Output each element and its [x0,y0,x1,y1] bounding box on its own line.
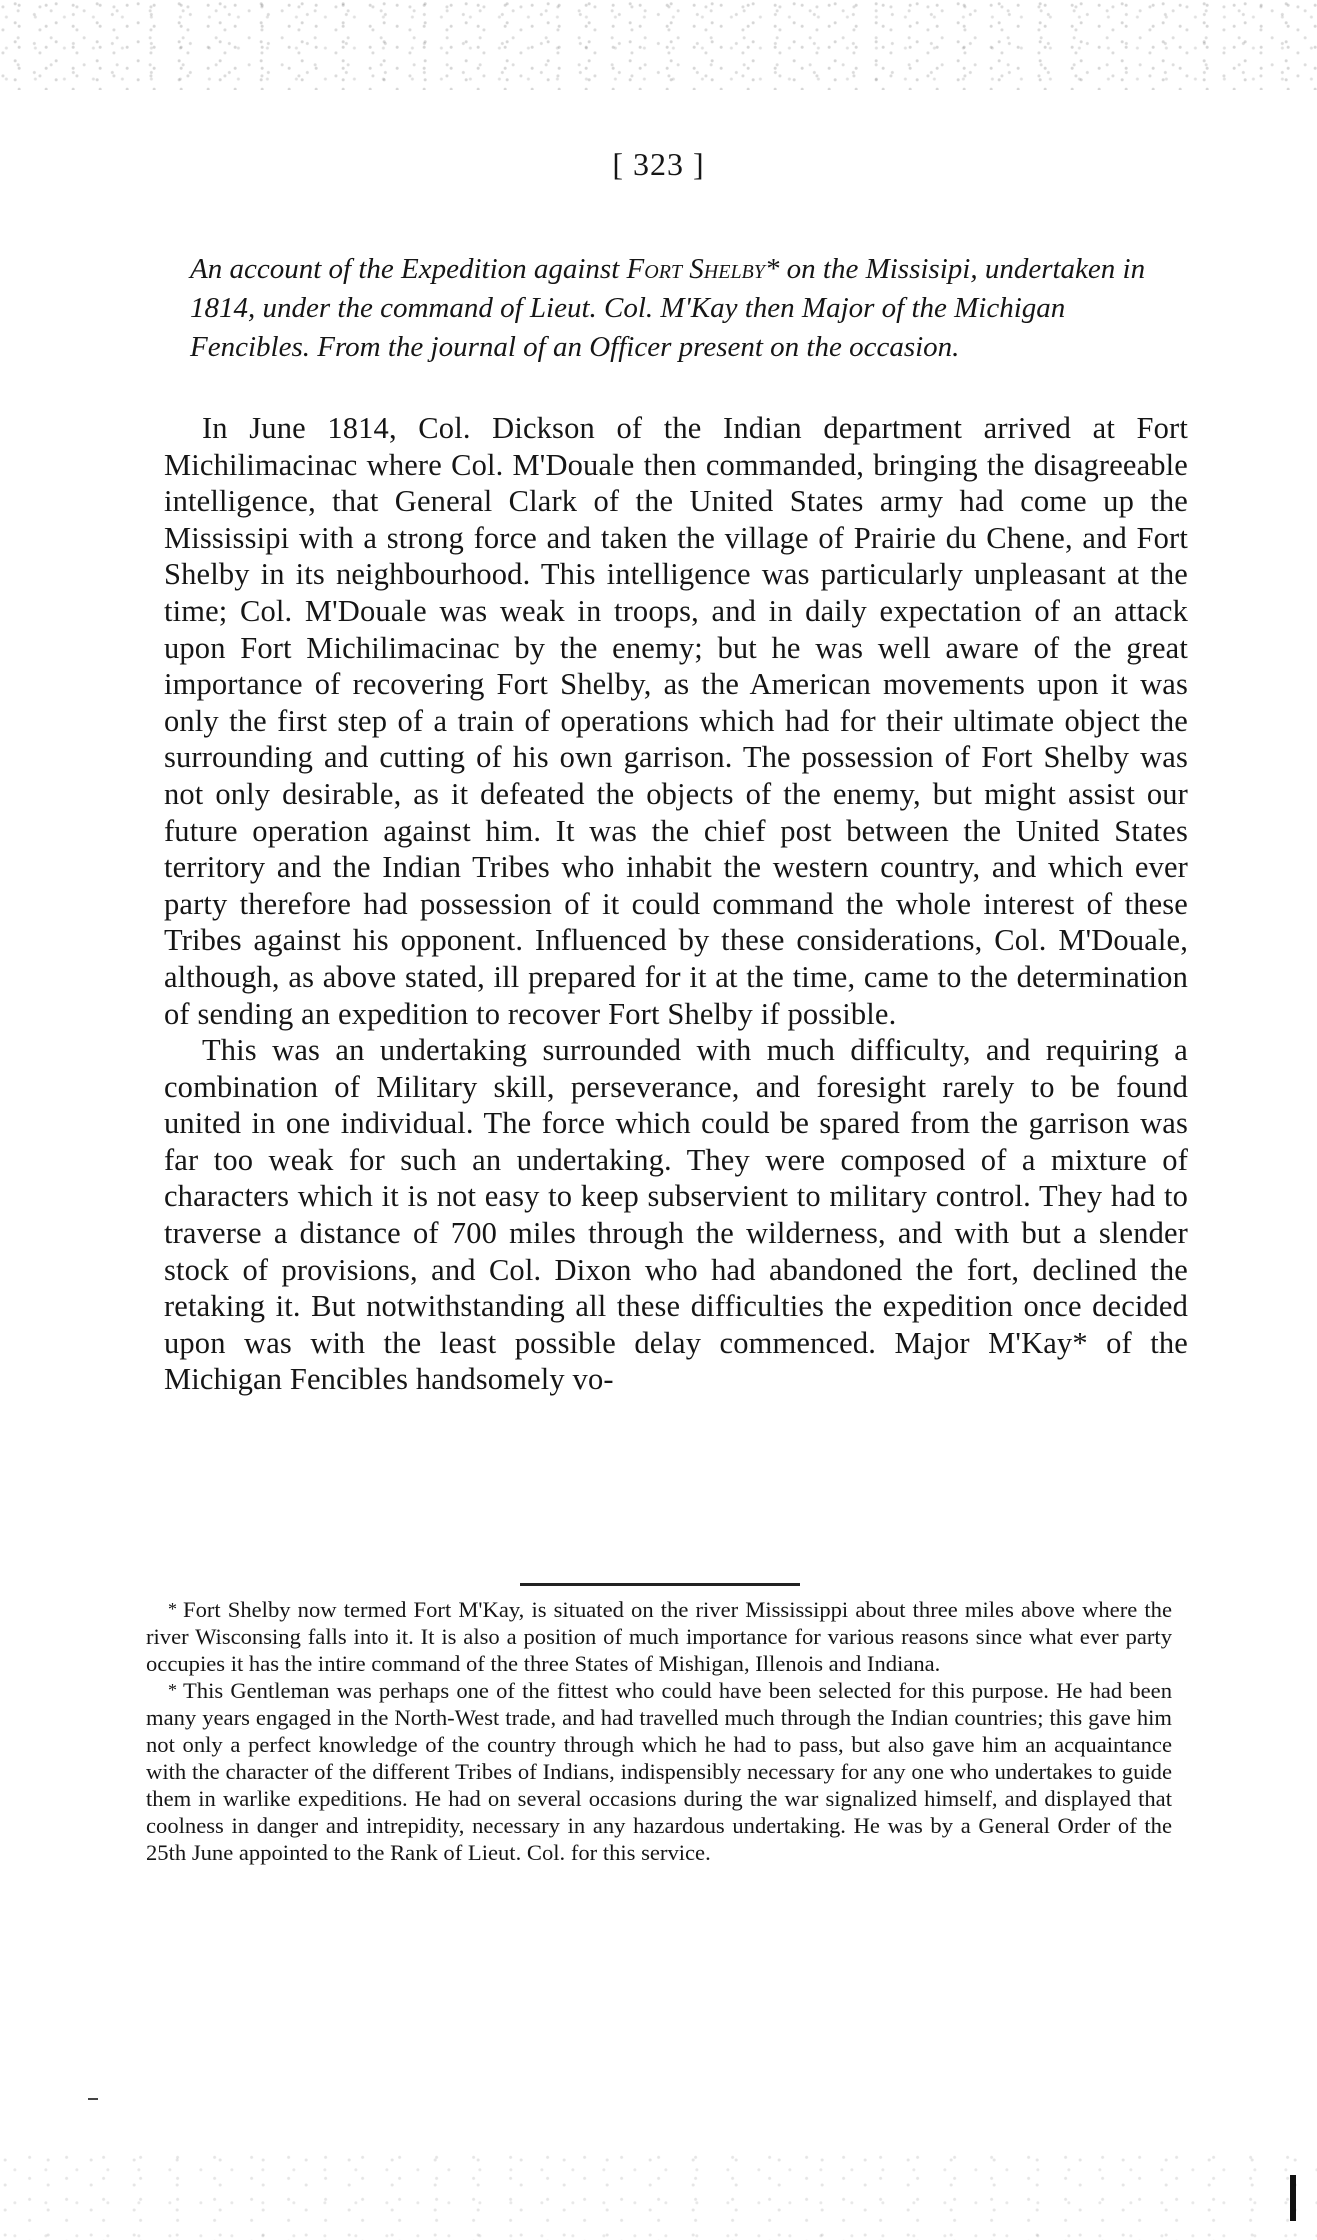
scan-noise-top [0,0,1317,90]
heading-footnote-marker: * [764,253,780,285]
body-paragraph-1: In June 1814, Col. Dickson of the Indian department arrived at Fort Michilimacinac where Col. M'Douale then commanded, bringing the disagreeable intelligence, that General Clark of the United States army had come up the Mississipi with a strong force and taken the village of Prairie du Chene, and Fort Shelby in its neighbourhood. This intelligence was particularly unpleasant at the time; Col. M'Douale was weak in troops, and in daily expectation of an attack upon Fort Michilimacinac by the enemy; but he was well aware of the great importance of recovering Fort Shelby, as the American movements upon it was only the first step of a train of operations which had for their ultimate object the surrounding and cutting of his own garrison. The possession of Fort Shelby was not only desirable, as it defeated the objects of the enemy, but might assist our future operation against him. It was the chief post between the United States territory and the Indian Tribes who inhabit the western country, and which ever party therefore had possession of it could command the whole interest of these Tribes against his opponent. Influenced by these considerations, Col. M'Douale, although, as above stated, ill prepared for it at the time, came to the determination of sending an expedition to recover Fort Shelby if possible. [164,411,1188,1031]
heading-fort-name: Fort Shelby [626,253,765,285]
footnote-divider [520,1583,800,1586]
footnote-2-text: This Gentleman was perhaps one of the fittest who could have been selected for this purpose. He had been many years engaged in the North-West trade, and had travelled much through the Indian countries; this gave him not only a perfect knowledge of the country through which he had to pass, but also gave him an acquaintance with the character of the different Tribes of Indians, indispensibly necessary for any one who undertakes to guide them in warlike expeditions. He had on several occasions during the war signalized himself, and displayed that coolness in danger and intrepidity, necessary in any hazardous undertaking. He was by a General Order of the 25th June appointed to the Rank of Lieut. Col. for this service. [146,1678,1172,1865]
heading-rest: on the Missisipi, undertaken in 1814, under the command of Lieut. Col. M'Kay then Major of the Michigan Fencibles. From the journal of an Officer present on the occasion. [190,253,1146,363]
footnote-1-marker: * [168,1599,177,1619]
footnote-1-text: Fort Shelby now termed Fort M'Kay, is situated on the river Mississippi about three miles above where the river Wisconsing falls into it. It is also a position of much importance for various reasons since what ever party occupies it has the intire command of the three States of Mishigan, Illenois and Indiana. [146,1597,1172,1676]
margin-mark [88,2098,98,2100]
heading-lead: An account of the Expedition against [190,253,620,285]
footnote-1 [146,1596,1172,1677]
footnote-2-marker: * [168,1680,177,1700]
body-paragraph-2: This was an undertaking surrounded with much difficulty, and requiring a combination of Military skill, perseverance, and foresight rarely to be found united in one individual. The force which could be spared from the garrison was far too weak for such an undertaking. They were composed of a mixture of characters which it is not easy to keep subservient to military control. They had to traverse a distance of 700 miles through the wilderness, and with but a slender stock of provisions, and Col. Dixon who had abandoned the fort, declined the retaking it. But notwithstanding all these difficulties the expedition once decided upon was with the least possible delay commenced. Major M'Kay* of the Michigan Fencibles handsomely vo- [164,1033,1188,1397]
article-body [164,410,1188,1398]
footnote-2 [146,1677,1172,1866]
scan-noise-bottom [0,2150,1317,2240]
page-number: [ 323 ] [612,146,705,182]
article-heading [190,250,1190,367]
footnotes [146,1596,1172,1866]
